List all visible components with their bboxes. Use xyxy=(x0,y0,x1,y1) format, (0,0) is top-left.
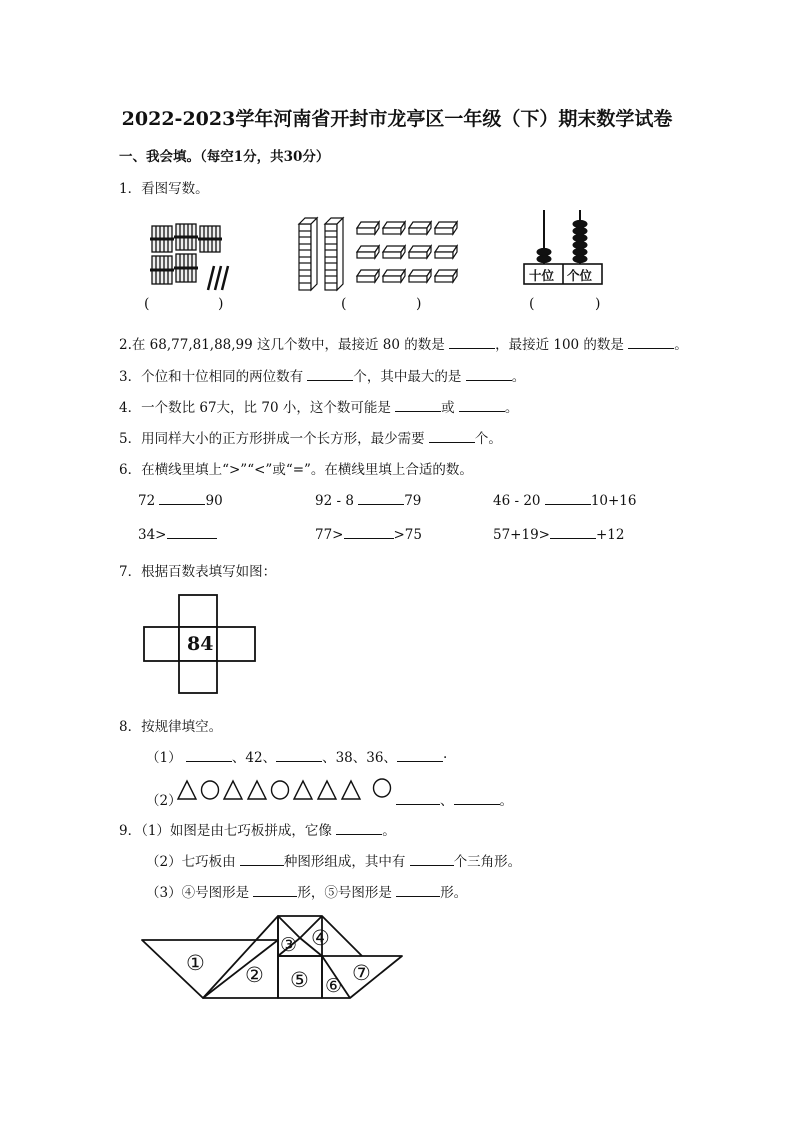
answer-paren-close-2: ) xyxy=(416,296,422,312)
question-5 xyxy=(119,427,502,447)
tangram-label-3: ③ xyxy=(280,934,298,956)
q8-l2-end: 。 xyxy=(499,793,513,809)
q6-row1-item3 xyxy=(493,492,636,509)
triangle-icon xyxy=(294,781,312,799)
q9-p2-blank-1[interactable] xyxy=(240,853,284,866)
q8-line-2-blanks xyxy=(396,789,513,809)
q6-r1-1-left: 72 xyxy=(138,493,156,509)
tangram-label-4: ④ xyxy=(311,926,330,950)
q6-r1-3-left: 46 - 20 xyxy=(493,493,541,509)
q9-p2-text-1: （2）七巧板由 xyxy=(146,854,236,870)
bundle-4 xyxy=(150,256,174,284)
center-number: 84 xyxy=(187,633,214,655)
abacus-ones-label: 个位 xyxy=(567,268,593,283)
triangle-icon xyxy=(248,781,266,799)
q9-p2-text-2: 种图形组成，其中有 xyxy=(283,854,406,870)
q6-r2-1-blank[interactable] xyxy=(167,526,217,539)
q8-l1-sep1: 、42、 xyxy=(231,750,277,766)
q6-r1-2-blank[interactable] xyxy=(358,492,404,505)
q6-r1-3-right: 10+16 xyxy=(590,493,637,509)
question-3 xyxy=(119,365,525,385)
q8-line-1 xyxy=(146,746,447,766)
q6-r2-2-right: >75 xyxy=(393,527,422,543)
tangram-label-6: ⑥ xyxy=(325,975,343,997)
tangram-boat-figure xyxy=(140,914,404,1000)
q6-r1-2-left: 92 - 8 xyxy=(315,493,354,509)
page-title: 2022-2023学年河南省开封市龙亭区一年级（下）期末数学试卷 xyxy=(121,108,673,130)
answer-paren-close-3: ) xyxy=(595,296,601,312)
ten-rod-1 xyxy=(299,218,317,290)
question-1: 1．看图写数。 xyxy=(119,181,209,197)
q4-text-1: 4．一个数比 67大，比 70 小，这个数可能是 xyxy=(119,400,391,416)
q2-blank-1[interactable] xyxy=(449,336,495,349)
question-7: 7．根据百数表填写如图： xyxy=(119,564,277,580)
circle-icon xyxy=(374,779,391,797)
q6-r1-1-right: 90 xyxy=(205,493,223,509)
q8-l1-end: · xyxy=(442,750,448,766)
q6-row2-item2 xyxy=(315,526,422,543)
q6-r1-3-blank[interactable] xyxy=(545,492,591,505)
tangram-label-1: ① xyxy=(186,951,205,975)
q8-l1-blank-3[interactable] xyxy=(397,749,443,762)
q5-text-2: 个。 xyxy=(474,431,502,447)
question-8: 8．按规律填空。 xyxy=(119,719,223,735)
q8-l2-sep: 、 xyxy=(440,793,454,809)
q9-p3-text-3: 形。 xyxy=(440,885,468,901)
q5-blank-1[interactable] xyxy=(429,430,475,443)
q9-p3-blank-1[interactable] xyxy=(253,884,297,897)
tangram-label-7: ⑦ xyxy=(352,961,371,985)
q6-r1-1-blank[interactable] xyxy=(159,492,205,505)
q4-text-2: 或 xyxy=(441,400,455,416)
q9-p3-text-2: 形，⑤号图形是 xyxy=(297,885,392,901)
answer-paren-open-3: ( xyxy=(529,296,535,312)
triangle-icon xyxy=(318,781,336,799)
question-2 xyxy=(119,333,688,353)
q9-p2-text-3: 个三角形。 xyxy=(453,854,522,870)
triangle-icon xyxy=(178,781,196,799)
bundle-3 xyxy=(198,226,222,252)
ten-rod-2 xyxy=(325,218,343,290)
cell-bottom xyxy=(179,661,217,693)
q9-p1-text-1: 9．（1）如图是由七巧板拼成，它像 xyxy=(119,823,332,839)
bundle-2 xyxy=(174,224,198,250)
q2-text-3: 。 xyxy=(674,337,688,353)
answer-paren-open-1: ( xyxy=(144,296,150,312)
q3-text-3: 。 xyxy=(511,369,526,385)
q6-r2-2-blank[interactable] xyxy=(344,526,394,539)
bundle-1 xyxy=(150,226,174,252)
section-heading: 一、我会填。（每空1分，共30分） xyxy=(119,149,330,165)
circle-icon xyxy=(272,781,289,799)
question-9-part-2 xyxy=(146,850,521,870)
q6-r2-3-blank[interactable] xyxy=(550,526,596,539)
q3-text-2: 个，其中最大的是 xyxy=(353,369,462,385)
cell-top xyxy=(179,595,217,627)
q4-blank-2[interactable] xyxy=(459,399,505,412)
q8-l2-label: （2） xyxy=(146,793,182,809)
answer-paren-close-1: ) xyxy=(218,296,224,312)
q6-r2-3-right: +12 xyxy=(595,527,625,543)
abacus-tens-label: 十位 xyxy=(529,268,555,283)
q6-r1-2-right: 79 xyxy=(404,493,422,509)
unit-cubes xyxy=(357,222,457,282)
q6-r2-1-left: 34> xyxy=(138,527,167,543)
tangram-label-2: ② xyxy=(245,963,264,987)
question-6: 6．在横线里填上“>”“<”或“=”。在横线里填上合适的数。 xyxy=(119,462,473,478)
triangle-icon xyxy=(342,781,360,799)
cell-right xyxy=(217,627,255,661)
circle-icon xyxy=(202,781,219,799)
q3-blank-1[interactable] xyxy=(307,368,353,381)
q9-p1-blank[interactable] xyxy=(336,822,382,835)
question-9-part-3 xyxy=(146,881,467,901)
q5-text-1: 5．用同样大小的正方形拼成一个长方形，最少需要 xyxy=(119,431,425,447)
question-4 xyxy=(119,396,518,416)
q9-p1-text-2: 。 xyxy=(382,823,396,839)
q6-row2-item1 xyxy=(138,526,217,543)
q6-row1-item2 xyxy=(315,492,421,509)
q6-row1-item1 xyxy=(138,492,223,509)
answer-paren-open-2: ( xyxy=(341,296,347,312)
q2-text-1: 2.在 68,77,81,88,99 这几个数中，最接近 80 的数是 xyxy=(119,337,445,353)
q8-l1-sep2: 、38、36、 xyxy=(322,750,397,766)
q8-l2-blank-1[interactable] xyxy=(396,792,440,805)
q9-p3-text-1: （3）④号图形是 xyxy=(146,885,250,901)
q9-p3-blank-2[interactable] xyxy=(396,884,440,897)
single-sticks xyxy=(208,266,228,290)
q3-text-1: 3．个位和十位相同的两位数有 xyxy=(119,369,304,385)
q8-l1-blank-1[interactable] xyxy=(186,749,232,762)
triangle-icon xyxy=(224,781,242,799)
q8-l1-label: （1） xyxy=(146,750,182,766)
tens-rods-figure xyxy=(297,216,467,292)
q6-r2-3-left: 57+19> xyxy=(493,527,550,543)
cell-left xyxy=(144,627,179,661)
q3-blank-2[interactable] xyxy=(466,368,512,381)
q6-row2-item3 xyxy=(493,526,624,543)
q6-r2-2-left: 77> xyxy=(315,527,344,543)
shape-sequence xyxy=(176,776,394,802)
q8-l2-blank-2[interactable] xyxy=(454,792,500,805)
q8-l1-blank-2[interactable] xyxy=(276,749,322,762)
piece-2 xyxy=(203,916,278,998)
bundle-5 xyxy=(174,254,198,282)
q9-p2-blank-2[interactable] xyxy=(410,853,454,866)
question-9-part-1 xyxy=(119,819,396,839)
q2-blank-2[interactable] xyxy=(628,336,674,349)
stick-bundles-figure xyxy=(148,222,240,292)
q2-text-2: ，最接近 100 的数是 xyxy=(495,337,624,353)
tangram-label-5: ⑤ xyxy=(290,968,309,992)
q4-text-3: 。 xyxy=(504,400,519,416)
q4-blank-1[interactable] xyxy=(395,399,441,412)
